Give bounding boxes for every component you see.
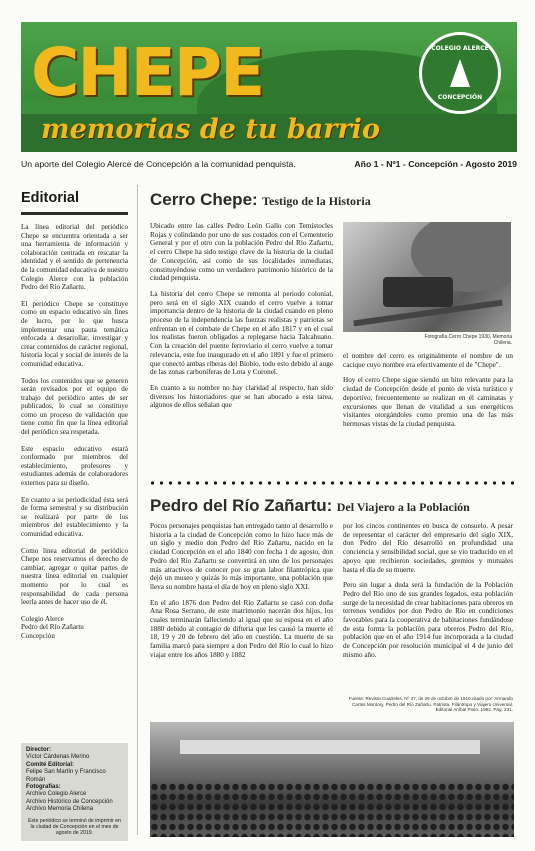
school-seal [419,32,501,114]
cerro-chepe-photo [343,222,511,332]
article2-heading [150,496,470,516]
photo-building [180,740,480,754]
article1-subtitle: Testigo de la Historia [262,194,371,208]
article1-paragraph: Ubicado entre las calles Pedro León Gallo con Temístocles Rojas y colindando por uno de sus costados con el Cementerio General y por el otro con la población Pedro del Río Zañartu, el cerro Chepe ha sido testigo clave de la historia de la ciudad de Concepción, así como de sus localidades inmediatas, constituyéndose como un verdadero patrimonio histórico de la ciudad penquista. [150,222,333,283]
section-divider-dots [148,480,514,486]
masthead [21,22,517,152]
committee-names: Felipe San Martín y Francisco Román [26,769,106,783]
director-name: Víctor Cárdenas Merino [26,754,90,761]
article1-paragraph: Hoy el cerro Chepe sigue siendo un hito relevante para la ciudad de Concepción desde el punto de vista turístico y deportivo, frecuentemente se realizan en él caminatas y excursiones que llenan de vitalidad a sus energéticos visitantes otorgándoles como premio una de las más hermosas vistas de la ciudad penquista. [343,376,513,428]
photo-source: Archivo Memoria Chilena [26,806,94,813]
article2-column-left [150,522,333,667]
article2-source: Fuente: Revista Cuarteles, Nº 27, de 29 de octubre de 1910 citado por: Armando Cartes Montory. Pedro del Río Zañartu. Patriota, Filántropo y Viajero Universal. Editorial Aníbal Pinto. 1992. Pág. 231. [348,696,513,713]
article2-paragraph: Pero sin lugar a duda será la fundación de la Población Pedro del Río uno de sus grandes legados, esta población surge de la necesidad de crear habitaciones para obreros en terrenos vendidos por don Pedro de Río en condiciones favorables para la cooperativa de habitaciones fundándose de esta forma la población para obreros Pedro del Río, población que en el año 1914 fue incorporada a la ciudad de Concepción por resolución municipal el 4 de junio del mismo año. [343,581,513,659]
newspaper-tagline: memorias de tu barrio [41,114,380,145]
photo-train [383,277,453,307]
article1-heading [150,190,371,210]
article2-paragraph: En el año 1876 don Pedro del Río Zañartu se casó con doña Ana Rosa Serrano, de este matrimonio nacerán dos hijos, los cuales terminarán falleciendo al igual que su esposa en el año 1880 debido al contagio de difteria que les causó la muerte el 18, 19 y 20 de febrero del año en cuestión. La muerte de su familia marcó para siempre a don Pedro del Río lo cual lo hizo viajar entre los años 1880 y 1882 [150,598,333,659]
editorial-paragraph: Este espacio educativo estará conformado por miembros del establecimiento, profesores y estudiantes además de colaboradores externos para su diseño. [21,444,128,488]
article1-paragraph: En cuanto a su nombre no hay claridad al respecto, han sido diversos los historiadores que se han abocado a esta tarea, algunos de ellos señalan que [150,383,333,410]
poblacion-photo [150,722,514,837]
photos-label: Fotografías: [26,784,61,791]
issue-line [21,156,517,172]
article2-paragraph: por los cincos continentes en busca de consuelo. A pesar de representar el carácter del empresario del siglo XIX, don Pedro del Río desarrolló en profundidad una conciencia y sensibilidad social, que se vio traducido en el apoyo que recibieron sociedades, gremios y mutuales hasta el día de su muerte. [343,522,513,574]
editorial-paragraph: Como línea editorial de periódico Chepe nos reservamos el derecho de cambiar, agregar o quitar partes de nuestra línea editorial en cualquier momento por lo cual es responsabilidad de cada persona leerla antes de hacer uso de él. [21,546,128,607]
editorial-paragraph: La línea editorial del periódico Chepe se encuentra orientada a ser una herramienta de información y colaboración centrada en rescatar la identidad y el sentido de pertenencia de la comunidad educativa de nuestro Colegio Alerce con la población Pedro del Río Zañartu. [21,223,128,292]
editorial-signature: Colegio Alerce Pedro del Río Zañartu Concepción [21,614,84,640]
editorial-column [21,190,128,785]
article1-column-right [343,352,513,436]
print-note: Este periódico se terminó de imprimir en la ciudad de Concepción en el mes de agosto de 2019. [28,817,121,836]
article1-paragraph: La historia del cerro Chepe se remonta al periodo colonial, pero será en el siglo XIX cuando el cerro vuelve a tomar importancia dentro de la historia de la ciudad cuando en pleno proceso de la independencia las fuerzas realistas y patriotas se enfrentan en el combate de Chepe en el año 1817 y en el cual los realistas fueron obligados a replegarse hacia Talcahuano. Con la creación del puente ferroviario el cerro vuelve a tomar relevancia, este fue inaugurado en el año 1891 y fue el primero que conectó ambas riberas del Biobío, todo esto debido al auge de las zonas carboníferas de Lota y Coronel. [150,289,333,377]
director-label: Director: [26,747,52,753]
article2-column-right [343,522,513,667]
editorial-rule [21,212,128,215]
article1-paragraph: el nombre del cerro es originalmente el nombre de un cacique cuyo nombre era efectivamente el de "Chepe". [343,352,513,369]
issue-info: Año 1 - Nº1 - Concepción - Agosto 2019 [354,159,517,169]
article2-paragraph: Pocos personajes penquistas han entregado tanto al desarrollo e historia a la ciudad de Concepción como lo hizo hace más de un siglo y medio don Pedro del Río Zañartu, nacido en la ciudad Concepción en el año 1840 con fecha 1 de agosto, don Pedro del Río Zañartu se convertirá en uno de los personajes más atractivos de conocer por su gran labor filantrópica que dejó un museo y quizás lo más importante, una población que lleva su nombre hasta el día de hoy en pleno siglo XXI. [150,522,333,591]
tree-icon [450,59,470,87]
seal-top-text: COLEGIO ALERCE [431,45,489,52]
seal-bottom-text: CONCEPCIÓN [437,94,483,101]
subtitle-text: Un aporte del Colegio Alerce de Concepción a la comunidad penquista. [21,159,296,169]
editorial-paragraph: El periódico Chepe se constituye como un espacio educativo sin fines de lucro, por lo que busca implementar una pauta temática enfocada a desarrollar, investigar y crear contenidos de carácter regional, historia local y social de interés de la comunidad educativa. [21,299,128,368]
column-divider [137,185,138,835]
photo-source: Archivo Colegio Alerce [26,791,87,798]
editorial-paragraph: En cuanto a su periodicidad ésta será de forma semestral y su distribución se realizará por parte de los miembros del establecimiento y la comunidad educativa. [21,495,128,538]
newspaper-title: CHEPE [31,34,264,111]
editorial-title: Editorial [21,190,80,206]
committee-label: Comité Editorial: [26,761,75,768]
photo-crowd [150,782,514,837]
article1-column-left [150,222,333,417]
photo-caption: Fotografía Cerro Chepe 1930, Memoria Chilena. [424,334,512,346]
article2-title: Pedro del Río Zañartu: [150,496,333,515]
article2-subtitle: Del Viajero a la Población [336,500,470,514]
credits-box [21,743,128,841]
article1-title: Cerro Chepe: [150,190,258,209]
photo-source: Archivo Histórico de Concepción [26,798,113,805]
editorial-paragraph: Todos los contenidos que se generen serán revisados por el equipo de trabajo del periódico antes de ser publicados, lo cual se constituye como un proceso de validación que tiene como fin que la línea editorial del periódico sea respetada. [21,376,128,437]
